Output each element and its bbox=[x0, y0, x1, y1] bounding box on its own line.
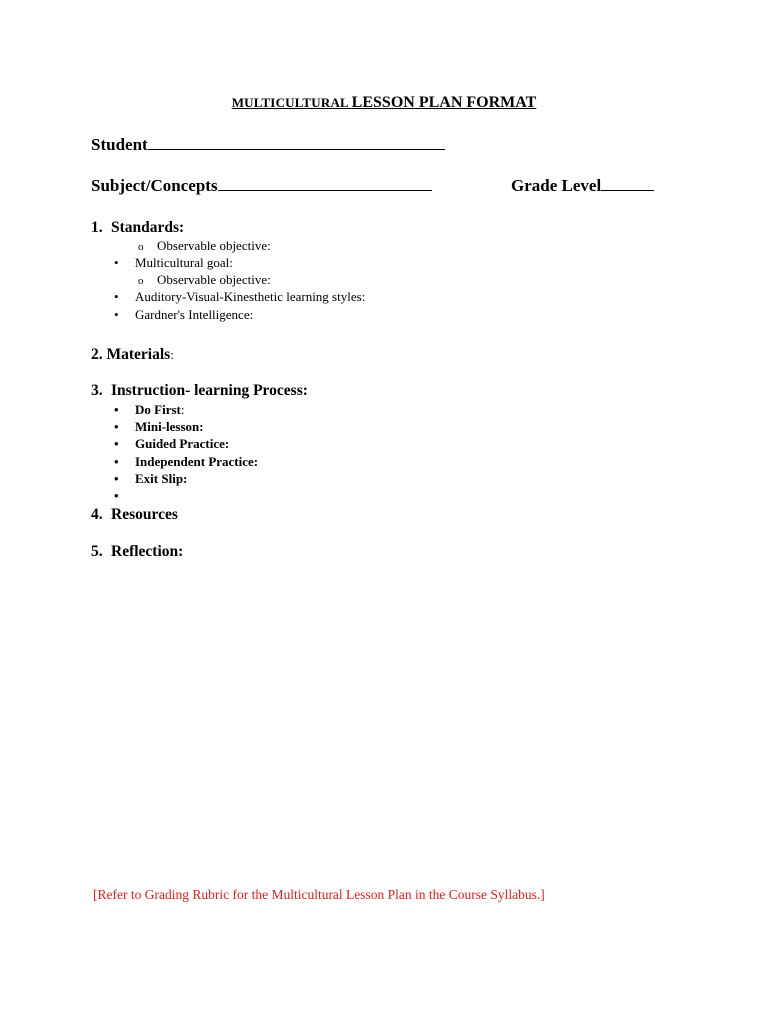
section-number: 5. bbox=[91, 543, 103, 560]
bullet-icon: • bbox=[114, 255, 119, 270]
list-item-label: Exit Slip: bbox=[135, 471, 188, 486]
list-item-label: Mini-lesson: bbox=[135, 419, 204, 434]
list-item bbox=[114, 289, 366, 305]
section-label: Reflection: bbox=[111, 543, 184, 560]
title-part-2: LESSON PLAN FORMAT bbox=[351, 94, 537, 111]
section-label: Standards: bbox=[111, 219, 185, 236]
list-item bbox=[114, 255, 233, 271]
page-title bbox=[0, 94, 768, 112]
student-blank-line bbox=[148, 135, 445, 150]
list-item-label: Independent Practice: bbox=[135, 454, 259, 469]
list-item-text: Observable objective: bbox=[157, 272, 271, 287]
bullet-icon: • bbox=[114, 419, 119, 434]
subject-concepts-field bbox=[91, 176, 432, 196]
list-item-text: Observable objective: bbox=[157, 238, 271, 253]
bullet-icon: • bbox=[114, 436, 119, 451]
grade-level-field bbox=[511, 176, 654, 196]
list-item-text: Multicultural goal: bbox=[135, 255, 233, 270]
sub-bullet-icon: o bbox=[138, 241, 144, 253]
bullet-icon: • bbox=[114, 454, 119, 469]
list-item-label: Guided Practice: bbox=[135, 436, 230, 451]
grade-level-label: Grade Level bbox=[511, 176, 602, 195]
list-item bbox=[114, 307, 254, 323]
list-item-rest: : bbox=[180, 402, 185, 417]
section-colon: : bbox=[170, 347, 174, 362]
section-label: Materials bbox=[106, 346, 171, 363]
section-materials bbox=[91, 346, 174, 364]
list-item-text: Auditory-Visual-Kinesthetic learning styles: bbox=[135, 289, 366, 304]
bullet-icon: • bbox=[114, 289, 119, 304]
bullet-icon: • bbox=[114, 488, 119, 503]
list-item bbox=[114, 402, 185, 418]
list-item-label: Do First bbox=[135, 402, 181, 417]
section-reflection bbox=[91, 543, 183, 561]
grade-level-blank-line bbox=[601, 176, 654, 191]
rubric-note: [Refer to Grading Rubric for the Multicultural Lesson Plan in the Course Syllabus.] bbox=[93, 887, 545, 902]
list-item bbox=[114, 471, 188, 487]
student-field bbox=[91, 135, 445, 155]
section-number: 4. bbox=[91, 506, 103, 523]
section-number: 2. bbox=[91, 346, 103, 363]
student-label: Student bbox=[91, 135, 148, 154]
subject-concepts-blank-line bbox=[218, 176, 432, 191]
sub-bullet-icon: o bbox=[138, 275, 144, 287]
section-standards bbox=[91, 219, 184, 237]
list-item bbox=[114, 419, 204, 435]
section-instruction bbox=[91, 382, 308, 400]
list-item bbox=[114, 436, 230, 452]
list-item-text: Gardner's Intelligence: bbox=[135, 307, 254, 322]
title-part-1: MULTICULTURAL bbox=[231, 95, 352, 110]
section-number: 3. bbox=[91, 382, 103, 399]
section-label: Instruction- learning Process: bbox=[111, 382, 308, 399]
bullet-icon: • bbox=[114, 307, 119, 322]
list-item bbox=[138, 272, 271, 288]
bullet-icon: • bbox=[114, 402, 119, 417]
section-resources bbox=[91, 506, 178, 524]
bullet-icon: • bbox=[114, 471, 119, 486]
section-number: 1. bbox=[91, 219, 103, 236]
list-item bbox=[138, 238, 271, 254]
subject-concepts-label: Subject/Concepts bbox=[91, 176, 218, 195]
section-label: Resources bbox=[111, 506, 178, 523]
list-item bbox=[114, 454, 259, 470]
